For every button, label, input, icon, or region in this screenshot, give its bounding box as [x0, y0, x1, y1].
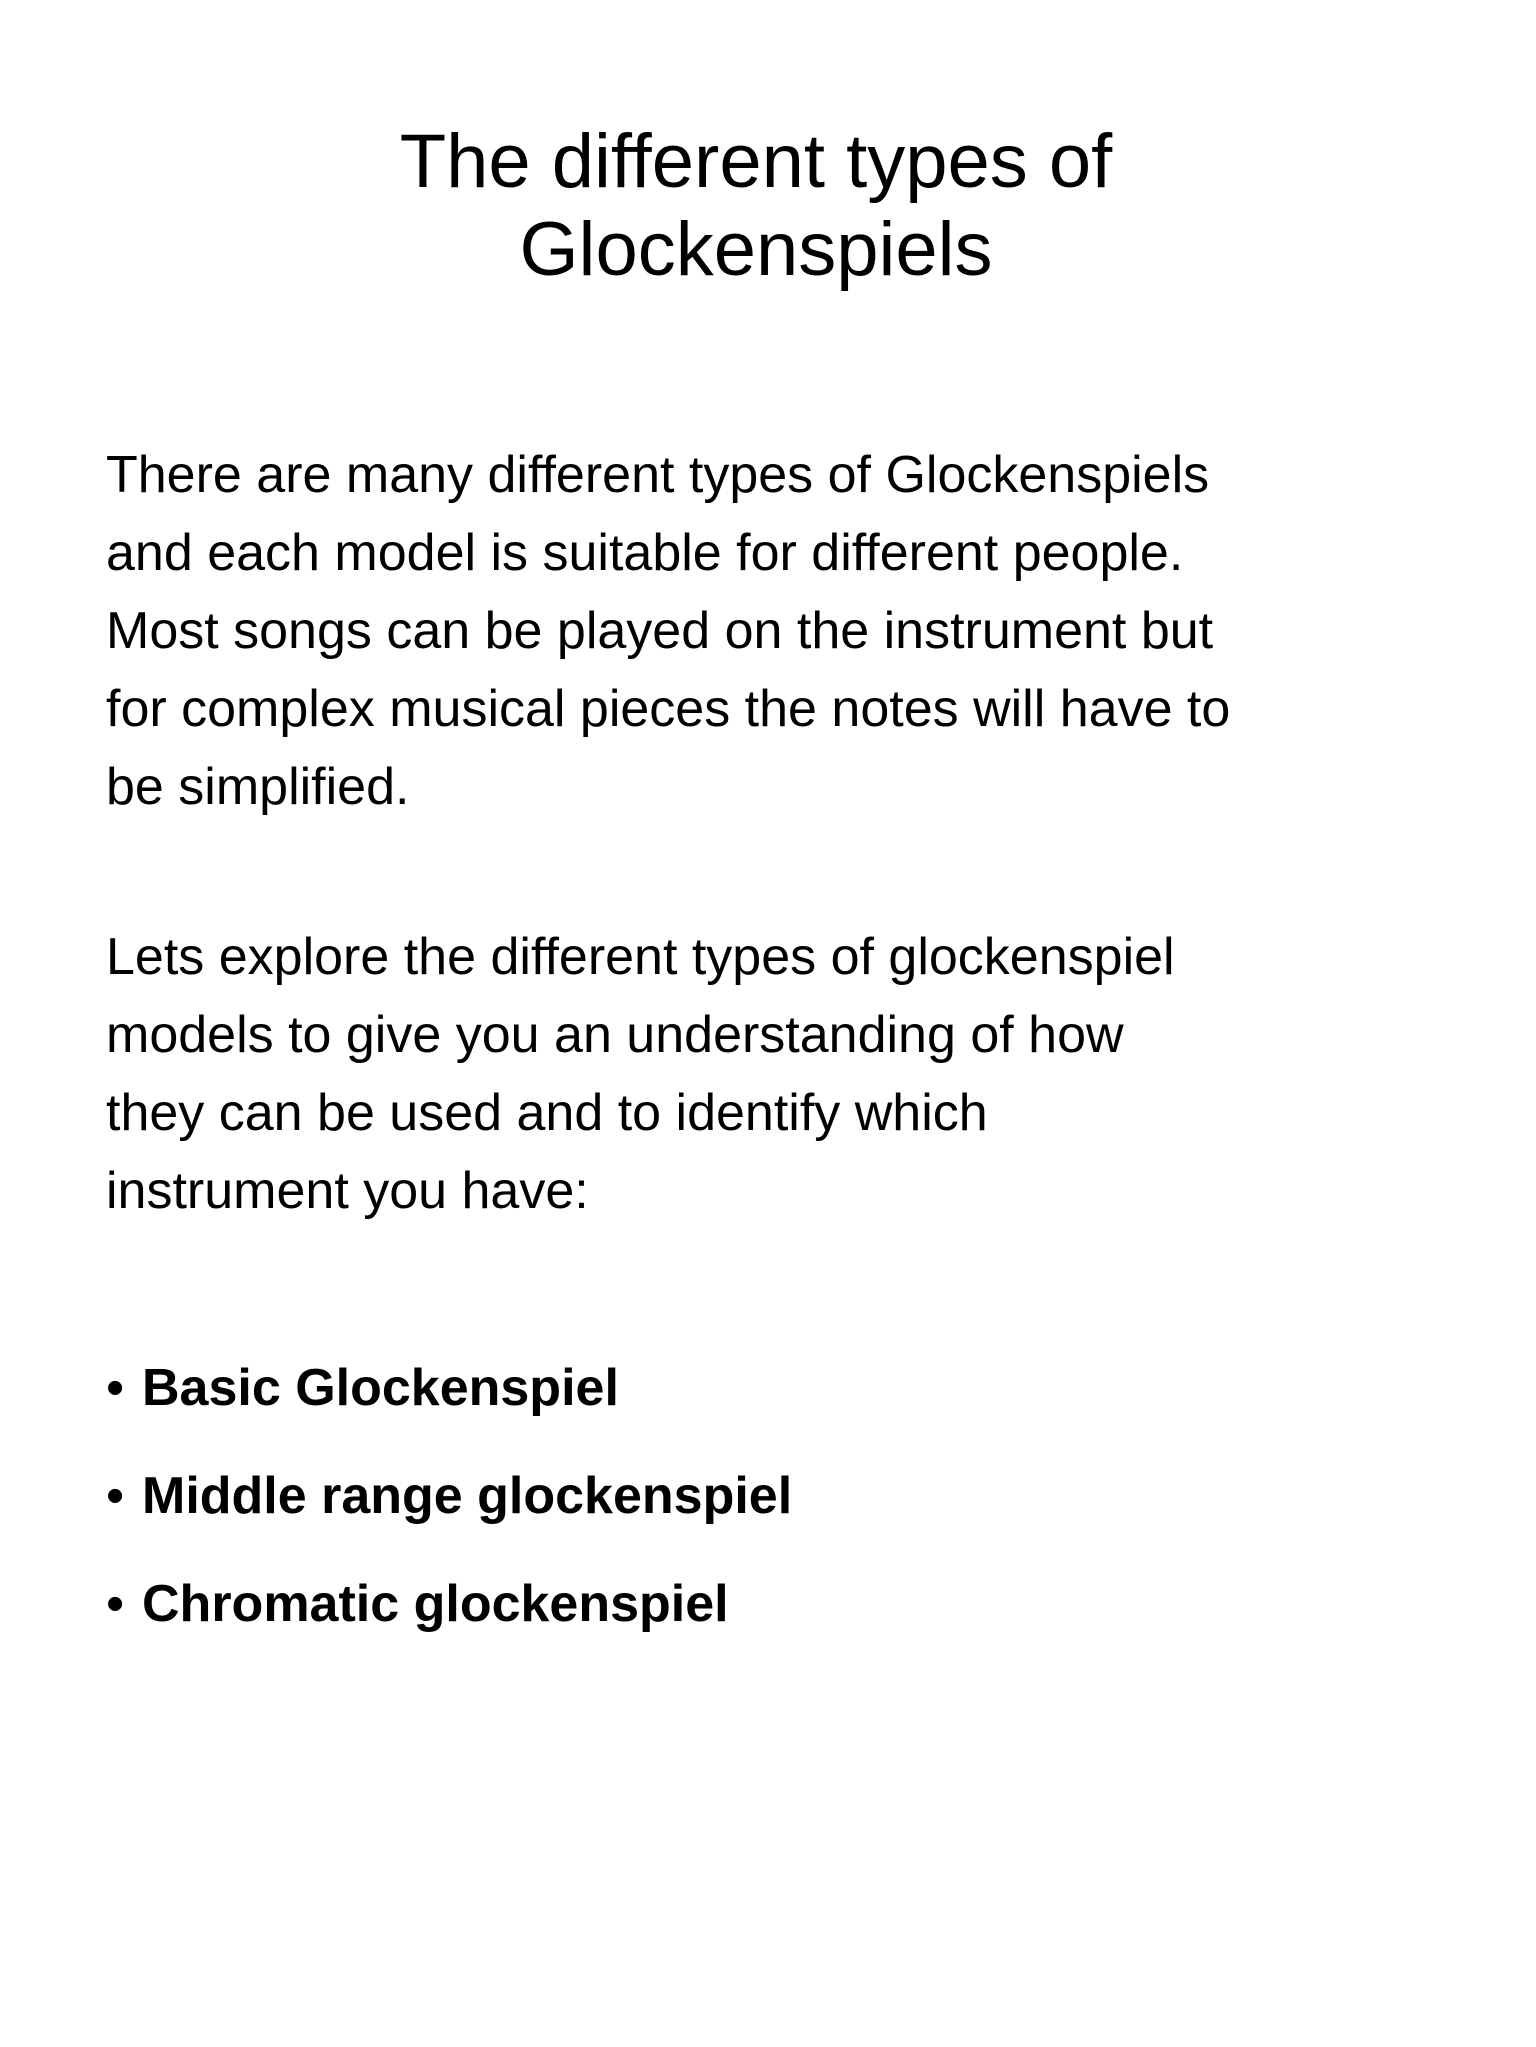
paragraph-line: There are many different types of Glockenspiels	[106, 446, 1210, 504]
bullet-icon: •	[106, 1467, 125, 1525]
paragraph-line: models to give you an understanding of how	[106, 1006, 1124, 1064]
page-title	[0, 118, 1512, 294]
paragraph-line: instrument you have:	[106, 1162, 589, 1220]
list-item-label: Middle range glockenspiel	[142, 1467, 793, 1525]
list-item	[106, 1466, 792, 1526]
paragraph-line: for complex musical pieces the notes will have to	[106, 680, 1231, 738]
list-item	[106, 1358, 792, 1418]
explore-paragraph	[106, 918, 1466, 1230]
paragraph-line: be simplified.	[106, 758, 410, 816]
paragraph-line: Most songs can be played on the instrument but	[106, 602, 1214, 660]
intro-paragraph	[106, 436, 1466, 826]
title-line-1: The different types of	[399, 119, 1113, 204]
list-item-label: Basic Glockenspiel	[142, 1359, 619, 1417]
paragraph-line: and each model is suitable for different people.	[106, 524, 1184, 582]
paragraph-line: they can be used and to identify which	[106, 1084, 988, 1142]
bullet-icon: •	[106, 1359, 125, 1417]
title-line-2: Glockenspiels	[519, 207, 993, 292]
paragraph-line: Lets explore the different types of glockenspiel	[106, 928, 1175, 986]
glockenspiel-types-list	[106, 1358, 792, 1682]
list-item	[106, 1574, 792, 1634]
list-item-label: Chromatic glockenspiel	[142, 1575, 729, 1633]
bullet-icon: •	[106, 1575, 125, 1633]
